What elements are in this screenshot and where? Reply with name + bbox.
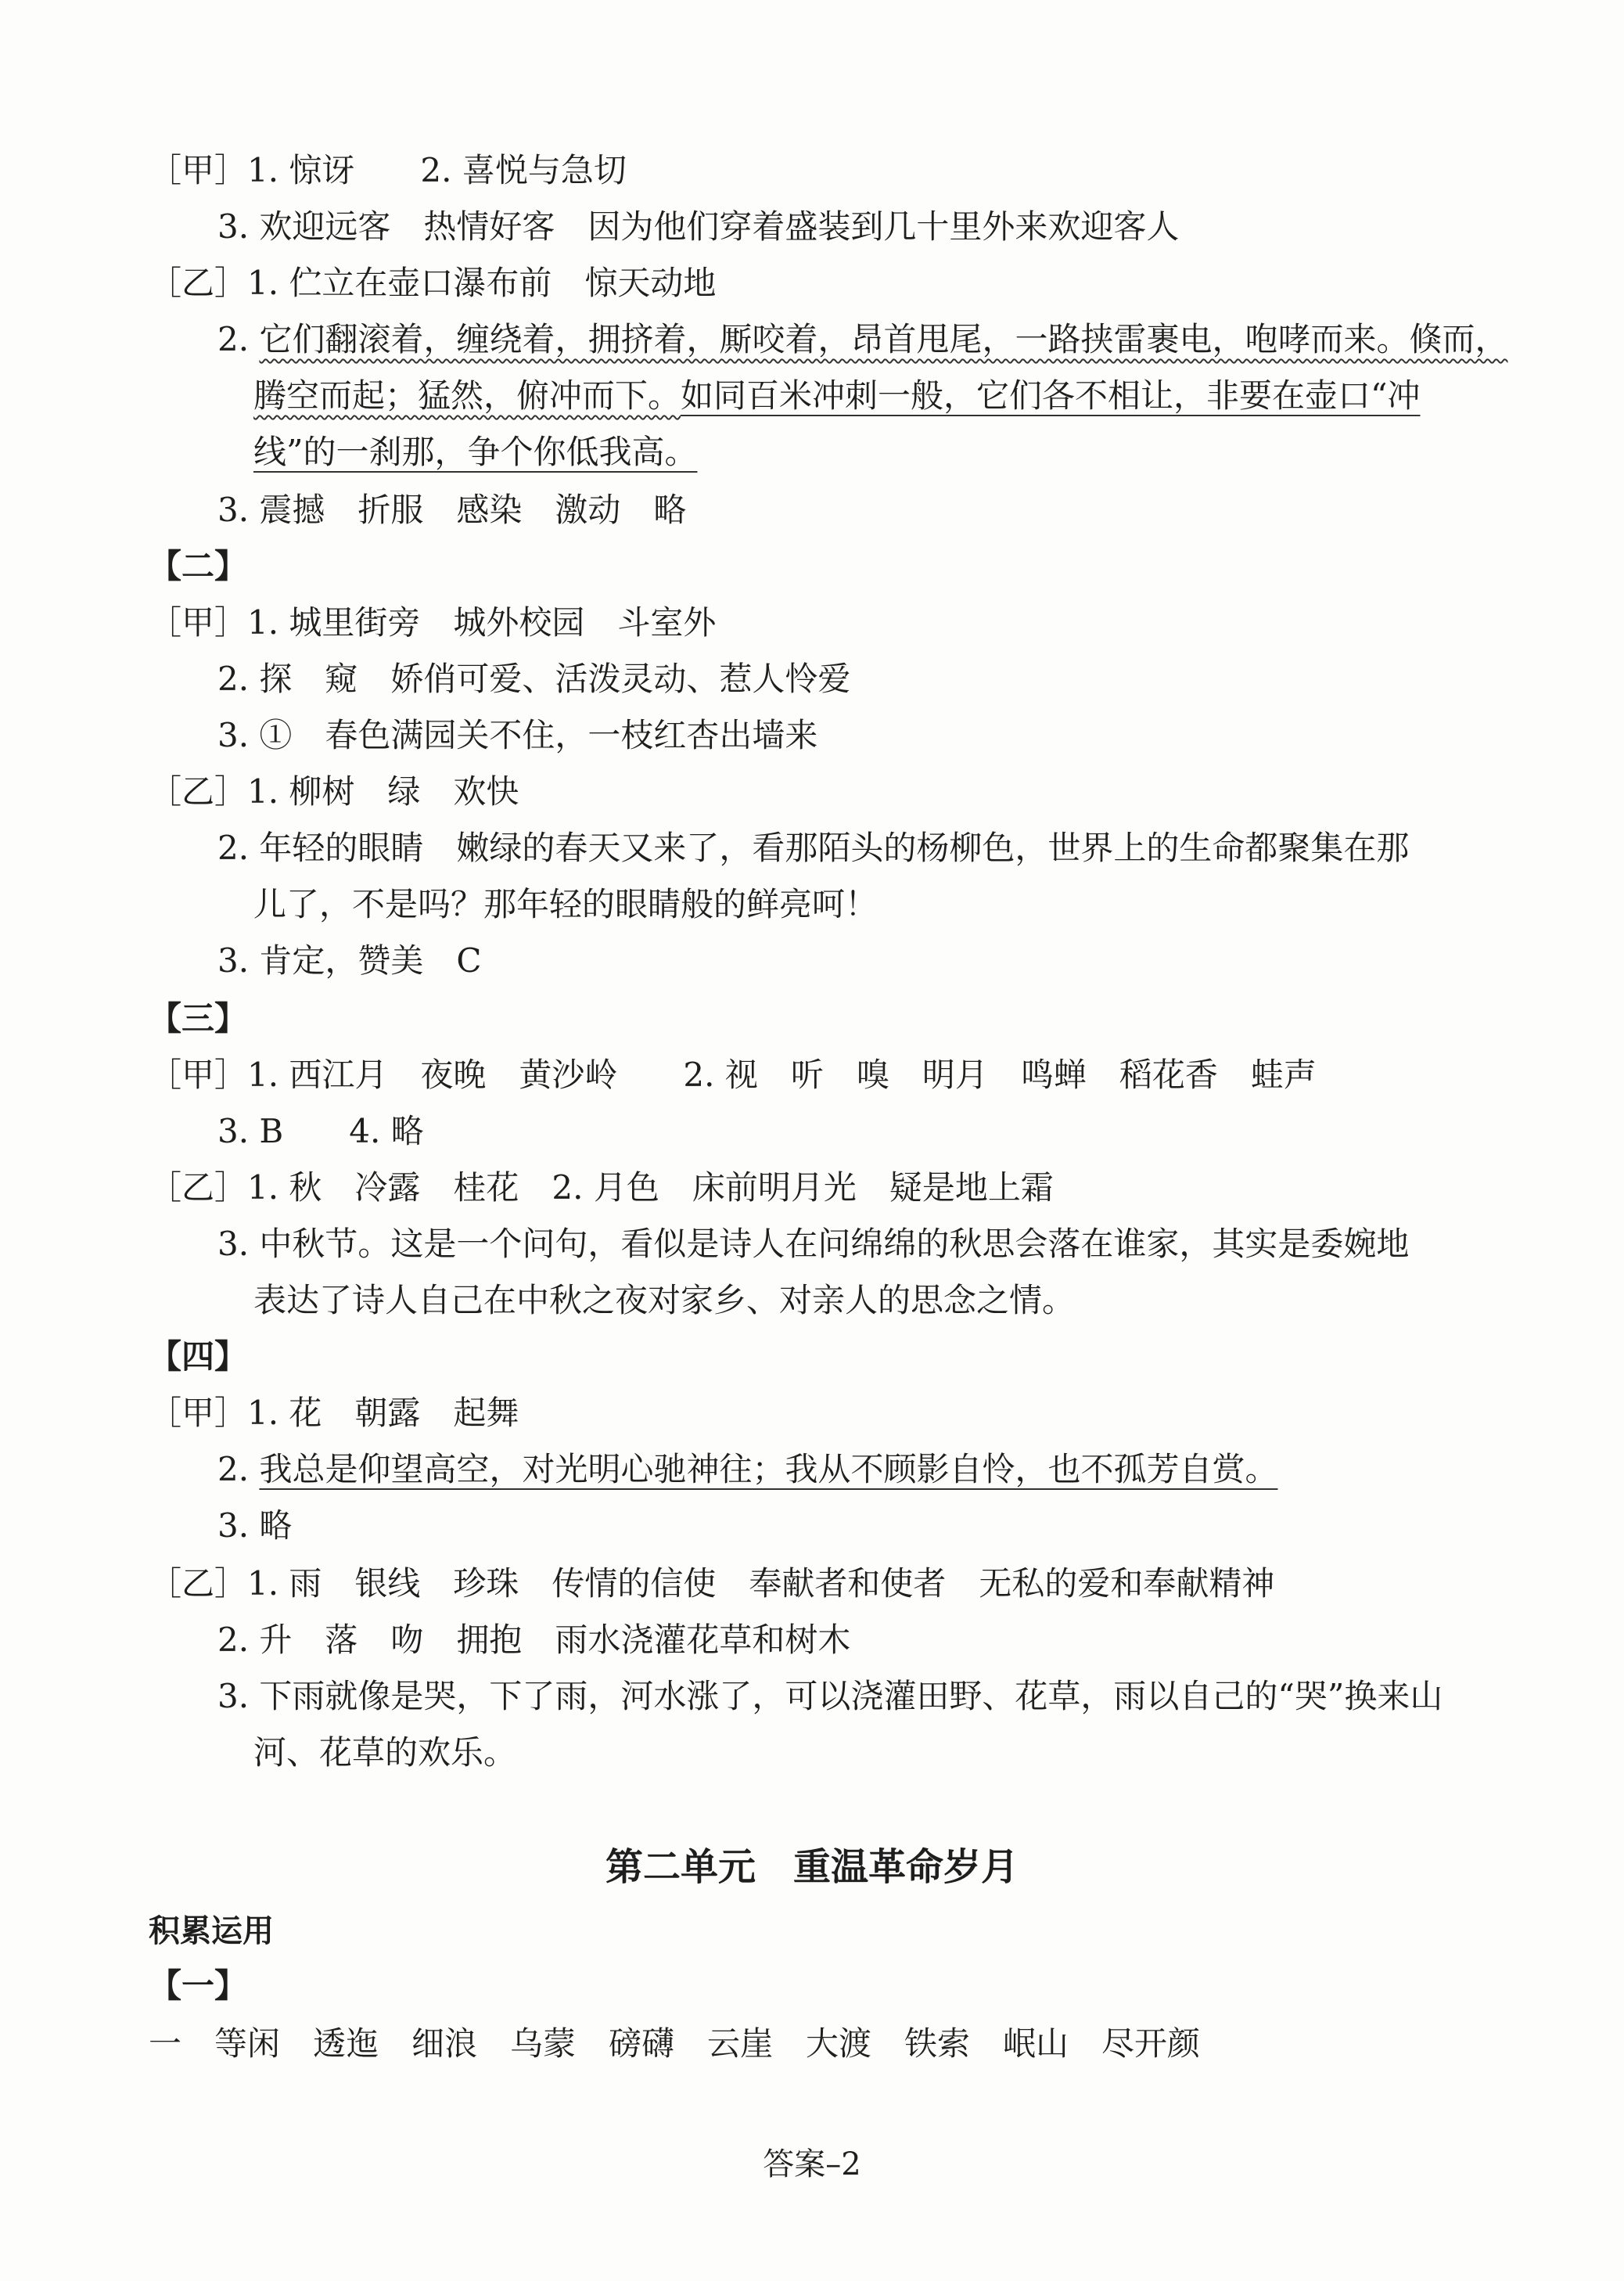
- section-heading: 【二】: [149, 547, 248, 585]
- wavy-underlined-sentence: 腾空而起；猛然，俯冲而下。: [253, 376, 681, 415]
- answer-line: 表达了诗人自己在中秋之夜对家乡、对亲人的思念之情。: [253, 1281, 1076, 1319]
- answer-line: ［甲］1. 城里街旁 城外校园 斗室外: [149, 603, 717, 642]
- section-heading: 【三】: [149, 999, 248, 1038]
- answer-line: 一 等闲 透迤 细浪 乌蒙 磅礴 云崖 大渡 铁索 岷山 尽开颜: [149, 2024, 1201, 2063]
- answer-line: 2. 年轻的眼睛 嫩绿的春天又来了，看那陌头的杨柳色，世界上的生命都聚集在那: [217, 829, 1410, 867]
- answer-line: ［甲］1. 花 朝露 起舞: [149, 1394, 519, 1432]
- answer-line: ［乙］1. 雨 银线 珍珠 传情的信使 奉献者和使者 无私的爱和奉献精神: [149, 1564, 1275, 1603]
- answer-line: 2. 升 落 吻 拥抱 雨水浇灌花草和树木: [217, 1621, 851, 1659]
- answer-line: ［乙］1. 柳树 绿 欢快: [149, 772, 519, 811]
- answer-line: [253, 374, 1421, 418]
- answer-line: [217, 318, 1507, 362]
- solid-underlined-sentence: 如同百米冲刺一般，它们各不相让，非要在壶口“冲: [681, 376, 1421, 415]
- answer-line: 2. 探 窥 娇俏可爱、活泼灵动、惹人怜爱: [217, 660, 851, 698]
- answer-line: 3. 下雨就像是哭，下了雨，河水涨了，可以浇灌田野、花草，雨以自己的“哭”换来山: [217, 1677, 1443, 1715]
- answer-line: 3. 肯定，赞美 C: [217, 941, 482, 980]
- item-number: 2.: [217, 320, 260, 358]
- answer-line: ［甲］1. 西江月 夜晚 黄沙岭 2. 视 听 嗅 明月 鸣蝉 稻花香 蛙声: [149, 1056, 1317, 1094]
- answer-line: [217, 1448, 1277, 1491]
- answer-line: 3. B 4. 略: [217, 1112, 424, 1150]
- unit-title: 第二单元 重温革命岁月: [605, 1845, 1019, 1889]
- solid-underlined-sentence: 线”的一刹那，争个你低我高。: [253, 433, 698, 471]
- answer-line: ［乙］1. 伫立在壶口瀑布前 惊天动地: [149, 264, 717, 302]
- answer-line: 3. 中秋节。这是一个问句，看似是诗人在问绵绵的秋思会落在谁家，其实是委婉地: [217, 1225, 1410, 1263]
- page-number: 答案–2: [763, 2146, 861, 2182]
- answer-line: 3. 略: [217, 1506, 293, 1545]
- answer-line: ［甲］1. 惊讶 2. 喜悦与急切: [149, 151, 627, 189]
- answer-line: 河、花草的欢乐。: [253, 1733, 517, 1772]
- item-number: 2.: [217, 1450, 260, 1488]
- answer-line: 3. 欢迎远客 热情好客 因为他们穿着盛装到几十里外来欢迎客人: [217, 207, 1180, 246]
- wavy-underlined-sentence: 它们翻滚着，缠绕着，拥挤着，厮咬着，昂首甩尾，一路挟雷裹电，咆哮而来。倏而，: [259, 320, 1508, 358]
- section-heading: 【四】: [149, 1337, 248, 1376]
- answer-line: 3. 震撼 折服 感染 激动 略: [217, 491, 687, 529]
- answer-line: 儿了，不是吗？那年轻的眼睛般的鲜亮呵！: [253, 885, 878, 923]
- answer-line: 3. ① 春色满园关不住，一枝红杏出墙来: [217, 716, 818, 754]
- subsection-heading: 积累运用: [149, 1913, 274, 1949]
- solid-underlined-sentence: 我总是仰望高空，对光明心驰神往；我从不顾影自怜，也不孤芳自赏。: [259, 1450, 1278, 1488]
- answer-line: [253, 430, 697, 474]
- section-heading: 【一】: [149, 1966, 248, 2005]
- answer-line: ［乙］1. 秋 冷露 桂花 2. 月色 床前明月光 疑是地上霜: [149, 1168, 1054, 1207]
